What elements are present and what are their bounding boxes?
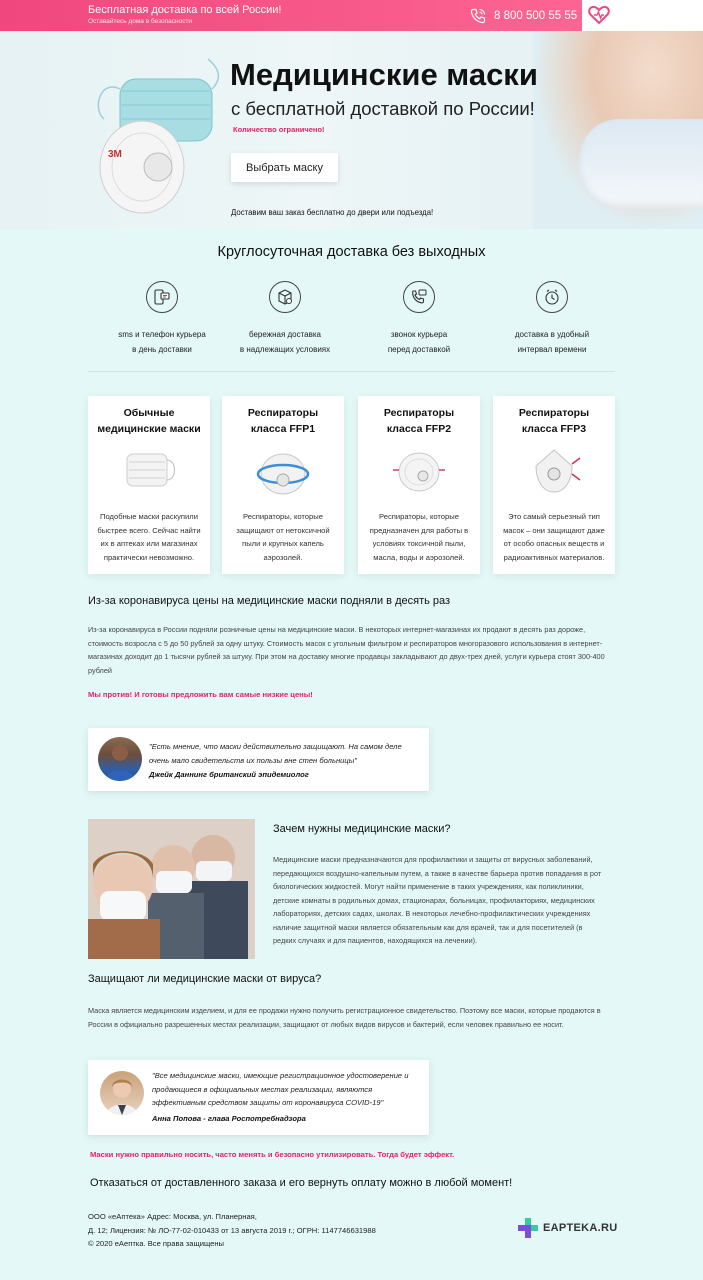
protect-heading: Защищают ли медицинские маски от вируса? [88, 973, 322, 985]
avatar [100, 1071, 144, 1115]
ffp3-respirator-image [524, 444, 584, 498]
phone-link[interactable] [470, 8, 577, 24]
card-description: Это самый серьезный тип масок – они защищают даже от особо опасных веществ и радиоактивных материалов. [503, 512, 605, 562]
why-heading: Зачем нужны медицинские маски? [273, 823, 451, 835]
feature-label: бережная доставка [248, 330, 322, 339]
delivery-note: Доставим ваш заказ бесплатно до двери или подъезда! [231, 208, 434, 217]
card-title: Респираторы [383, 407, 455, 419]
avatar [98, 737, 142, 781]
price-heading: Из-за коронавируса цены на медицинские маски подняли в десять раз [88, 595, 451, 607]
feature-label: перед доставкой [387, 345, 451, 354]
clock-icon [536, 281, 568, 313]
stay-home-text: Оставайтесь дома в безопасности [88, 18, 193, 25]
ffp1-respirator-image [253, 444, 313, 498]
feature-label: в день доставки [132, 345, 192, 354]
card-description: Респираторы, которые защищают от нетоксичной пыли и крупных капель аэрозолей. [236, 512, 330, 562]
ffp2-respirator-image [389, 444, 449, 498]
card-title: медицинские маски [97, 423, 201, 435]
feature-label: в надлежащих условиях [239, 345, 331, 354]
card-title: Респираторы [247, 407, 319, 419]
feature-careful [210, 281, 360, 357]
phone-number: 8 800 500 55 55 [494, 10, 578, 22]
free-delivery-text: Бесплатная доставка по всей России! [88, 4, 282, 16]
quote-author: Джейк Даннинг британский эпидемиолог [149, 770, 309, 779]
worn-mask-image [579, 119, 703, 209]
people-in-masks-image [88, 819, 255, 959]
phone-sms-icon [146, 281, 178, 313]
choose-mask-button[interactable]: Выбрать маску [231, 153, 338, 182]
card-description: Подобные маски раскупили быстрее всего. Сейчас найти их в аптеках или магазинах практически невозможно. [97, 512, 201, 562]
product-card-ffp3[interactable] [493, 396, 615, 574]
feature-call [344, 281, 494, 357]
quote-card-2 [88, 1060, 429, 1135]
quote-author: Анна Попова - глава Роспотребнадзора [152, 1114, 306, 1123]
card-title: класса FFP1 [250, 423, 316, 435]
svg-text:3M: 3M [108, 149, 122, 160]
delivery-title: Круглосуточная доставка без выходных [217, 244, 486, 260]
quote-text: "Все медицинские маски, имеющие регистрационное удостоверение и продающиеся в официальных местах реализации, являются эффективным средством защиты от коронавируса COVID-19" [152, 1071, 409, 1107]
eapteka-logo[interactable] [518, 1218, 618, 1238]
hero-person-image [533, 31, 703, 229]
medical-mask-image [119, 446, 179, 496]
price-highlight: Мы против! И готовы предложить вам самые низкие цены! [88, 690, 313, 699]
call-icon [403, 281, 435, 313]
feature-label: sms и телефон курьера [118, 330, 206, 339]
why-body: Медицинские маски предназначаются для профилактики и защиты от вирусных заболеваний, передающихся воздушно-капельным путем, а также в качестве барьера против попадания в рот биологических жидкостей. Могут найти применение в таких учреждениях, как поликлиники, детские комнаты в родильных домах, стационарах, больницах, профилакториях, медицинских лабораториях, детских садах, школах. В некоторых лечебно-профилактических учреждениях наличие защитной маски является обязательным как для врачей, так и для посетителей (в редких случаях и для пациентов, находящихся на лечении). [273, 855, 602, 945]
footer-line: Д. 12; Лицензия: № ЛО-77-02-010433 от 13 августа 2019 г.; ОГРН: 1147746631988 [88, 1225, 376, 1235]
quote-text: "Есть мнение, что маски действительно защищают. На самом деле очень мало свидетельств их пользы вне стен больницы" [149, 742, 402, 765]
card-title: Обычные [123, 407, 175, 419]
feature-label: интервал времени [517, 345, 587, 354]
logo-box [582, 0, 703, 31]
top-bar [0, 0, 703, 31]
product-card-ffp1[interactable] [222, 396, 344, 574]
cross-logo-icon [518, 1218, 538, 1238]
hero-title: Медицинские маски [230, 57, 538, 92]
footer-line: ООО «еАптека» Адрес: Москва, ул. Планерная, [88, 1212, 257, 1221]
price-body: Из-за коронавируса в России подняли розничные цены на медицинские маски. В некоторых интернет-магазинах их продают в десять раз дороже, стоимость возросла с 5 до 50 рублей за одну штуку. Стоимость масок с угольным фильтром и респираторов многоразового использования в интернет-магазинах доходит до 1 тысячи рублей за штуку. При этом на доставку многие продавцы закладывают до двух-трех дней, услуги курьера стоят 300-400 рублей [88, 625, 605, 675]
card-title: класса FFP2 [386, 423, 452, 435]
card-description: Респираторы, которые предназначен для работы в условиях токсичной пыли, масла, воды и аэрозолей. [369, 512, 469, 562]
feature-interval [477, 281, 627, 357]
box-icon [269, 281, 301, 313]
product-card-ffp2[interactable] [358, 396, 480, 574]
card-title: класса FFP3 [521, 423, 587, 435]
heart-logo-icon [588, 5, 610, 25]
divider [88, 371, 615, 372]
hero-masks-image [90, 49, 220, 219]
feature-label: звонок курьера [390, 330, 448, 339]
limited-quantity-text: Количество ограничено! [233, 125, 325, 134]
quote-card-1 [88, 728, 429, 791]
footer-line: © 2020 еАептка. Все права защищены [88, 1239, 225, 1248]
footer-legal [88, 1210, 376, 1251]
phone-icon [470, 8, 486, 24]
hero-banner [0, 31, 703, 229]
refund-text: Отказаться от доставленного заказа и его вернуть оплату можно в любой момент! [90, 1177, 513, 1189]
hero-subtitle: с бесплатной доставкой по России! [231, 98, 535, 119]
feature-label: доставка в удобный [514, 330, 590, 339]
warning-text: Маски нужно правильно носить, часто менять и безопасно утилизировать. Тогда будет эффект. [90, 1150, 455, 1159]
protect-body: Маска является медицинским изделием, и для ее продажи нужно получить регистрационное свидетельство. Поэтому все маски, которые продаются в России в официально разрешенных местах реализации, защищают от любых видов вирусов и бактерий, если человек правильно ее носит. [88, 1006, 601, 1029]
product-card-medical[interactable] [88, 396, 210, 574]
card-title: Респираторы [518, 407, 590, 419]
brand-name: EAPTEKA.RU [543, 1222, 618, 1234]
